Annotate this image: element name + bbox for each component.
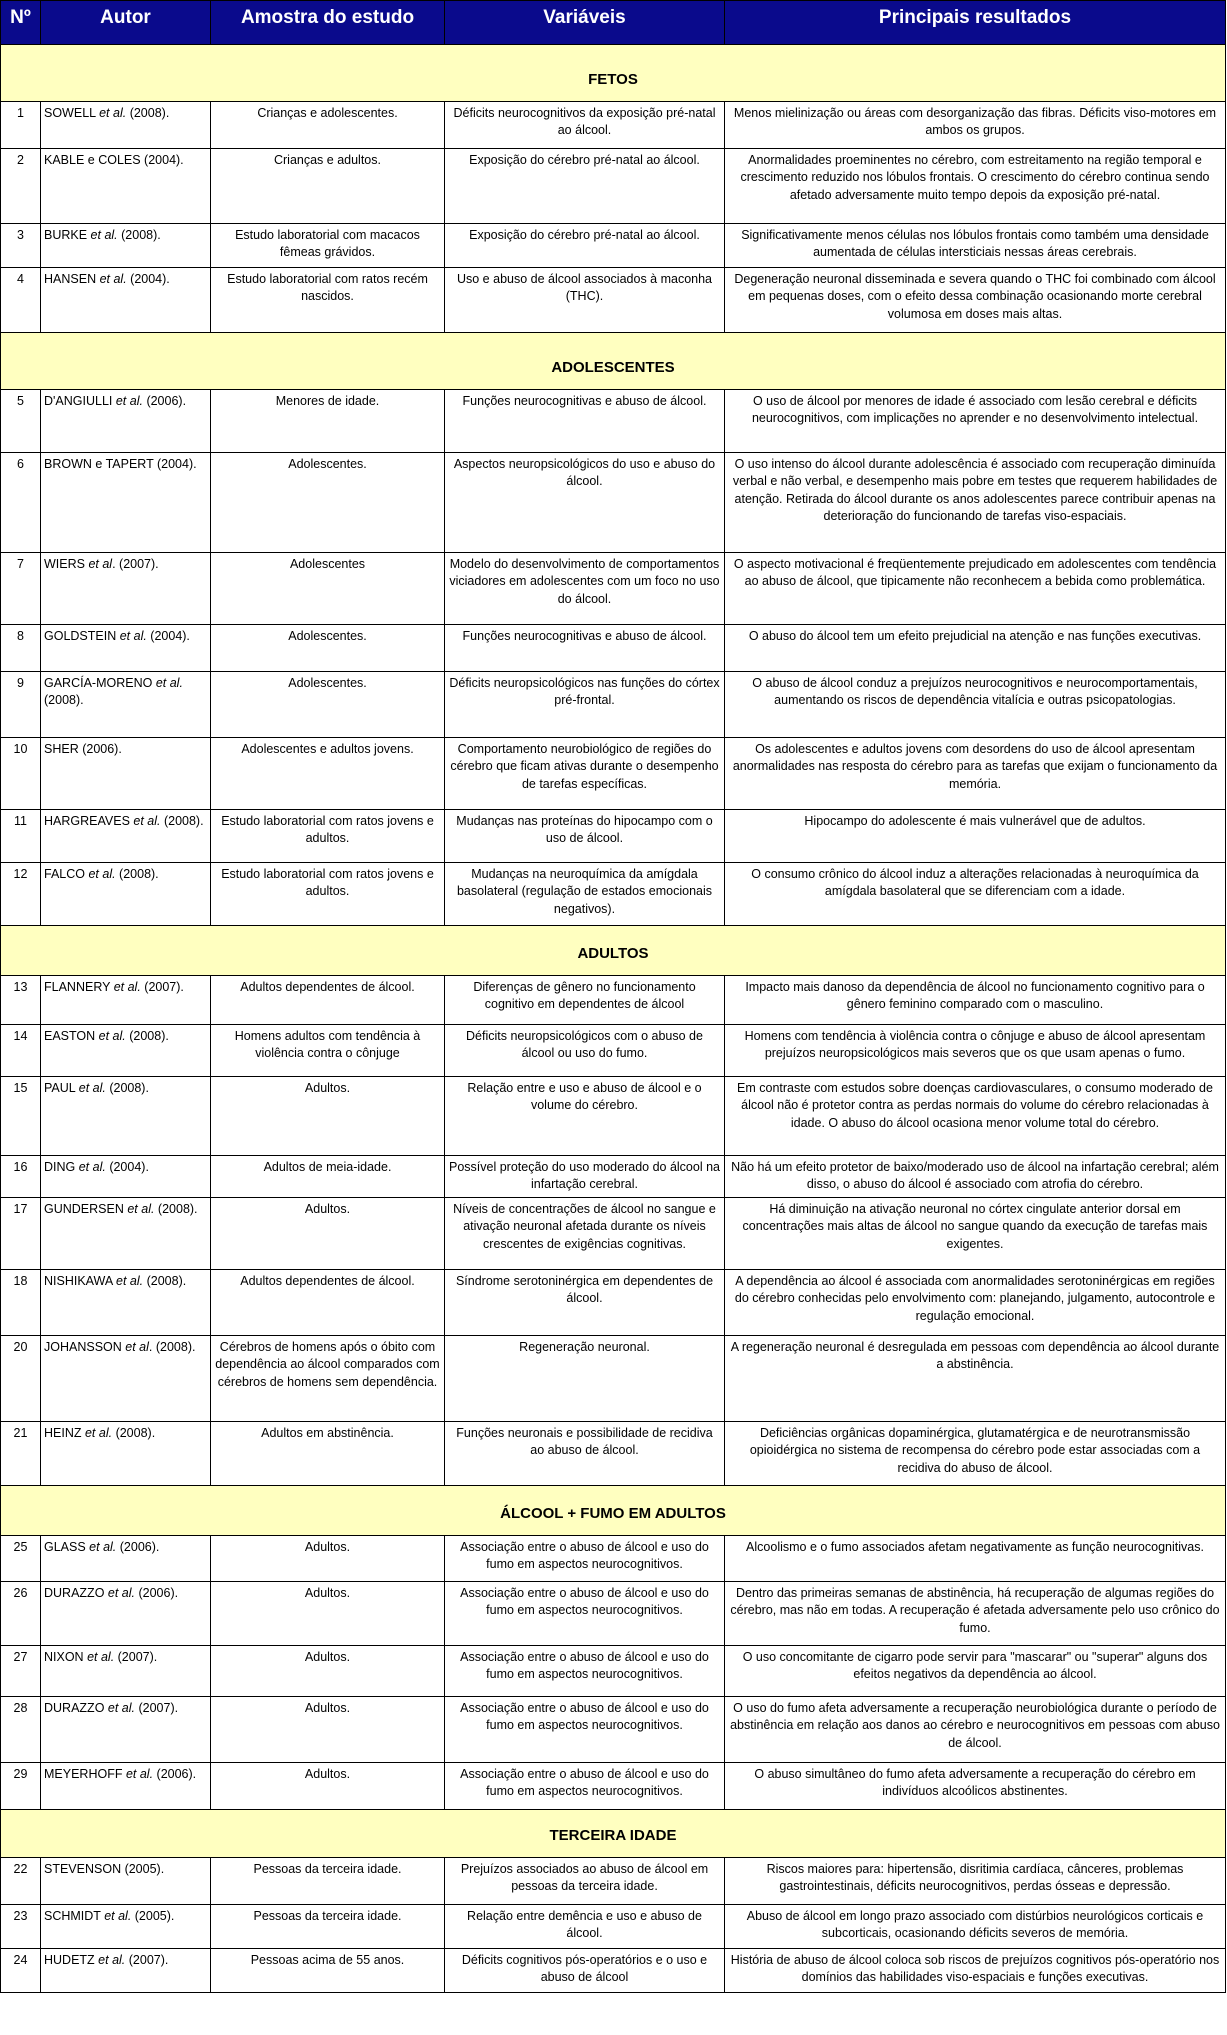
results-cell: Os adolescentes e adultos jovens com desordens do uso de álcool apresentam anormalidades nas resposta do cérebro para as tarefas que exijam o funcionamento da memória.: [725, 738, 1226, 810]
sample-cell: Adultos.: [211, 1582, 445, 1646]
results-cell: Homens com tendência à violência contra o cônjuge e abuso de álcool apresentam prejuízos neuropsicológicos mais severos que os que usam apenas o fumo.: [725, 1025, 1226, 1077]
author-cell: [41, 1156, 211, 1198]
author-name: MEYERHOFF: [44, 1767, 126, 1781]
author-et-al: et al.: [116, 1274, 144, 1288]
variables-cell: Mudanças nas proteínas do hipocampo com o uso de álcool.: [445, 810, 725, 863]
results-cell: O uso de álcool por menores de idade é associado com lesão cerebral e déficits neurocognitivos, com implicações no aprender e no desenvolvimento intelectual.: [725, 390, 1226, 453]
results-cell: O abuso simultâneo do fumo afeta adversamente a recuperação do cérebro em indivíduos alcoólicos abstinentes.: [725, 1763, 1226, 1810]
section-title: ADULTOS: [1, 926, 1226, 976]
row-number: 23: [1, 1905, 41, 1949]
author-year: (2006).: [135, 1586, 179, 1600]
variables-cell: Associação entre o abuso de álcool e uso do fumo em aspectos neurocognitivos.: [445, 1646, 725, 1697]
author-name: WIERS: [44, 557, 89, 571]
author-et-al: et al.: [119, 629, 147, 643]
table-row: [1, 1763, 1226, 1810]
table-row: [1, 1646, 1226, 1697]
table-row: [1, 672, 1226, 738]
sample-cell: Pessoas da terceira idade.: [211, 1905, 445, 1949]
section-title: ÁLCOOL + FUMO EM ADULTOS: [1, 1486, 1226, 1536]
author-name: DURAZZO: [44, 1586, 108, 1600]
row-number: 1: [1, 102, 41, 149]
row-number: 8: [1, 625, 41, 672]
header-row: [1, 1, 1226, 45]
table-row: [1, 1336, 1226, 1422]
row-number: 10: [1, 738, 41, 810]
author-et-al: et al.: [90, 228, 118, 242]
author-cell: [41, 1949, 211, 1993]
row-number: 11: [1, 810, 41, 863]
author-et-al: et al.: [78, 1081, 106, 1095]
results-cell: Dentro das primeiras semanas de abstinência, há recuperação de algumas regiões do cérebro, mas não em todas. A recuperação é afetada adversamente pelo uso crônico do fumo.: [725, 1582, 1226, 1646]
author-cell: [41, 149, 211, 224]
table-row: [1, 738, 1226, 810]
row-number: 21: [1, 1422, 41, 1486]
table-row: [1, 810, 1226, 863]
author-year: (2008).: [105, 1081, 149, 1095]
variables-cell: Prejuízos associados ao abuso de álcool em pessoas da terceira idade.: [445, 1858, 725, 1905]
section-title: FETOS: [1, 45, 1226, 102]
author-cell: [41, 625, 211, 672]
author-name: HEINZ: [44, 1426, 85, 1440]
table-row: [1, 224, 1226, 268]
row-number: 12: [1, 863, 41, 926]
results-cell: O uso concomitante de cigarro pode servir para "mascarar" ou "superar" alguns dos efeitos negativos da dependência ao álcool.: [725, 1646, 1226, 1697]
row-number: 14: [1, 1025, 41, 1077]
author-name: KABLE e COLES (2004).: [44, 153, 184, 167]
author-et-al: et al.: [107, 1586, 135, 1600]
section-title: ADOLESCENTES: [1, 333, 1226, 390]
author-name: HARGREAVES: [44, 814, 134, 828]
results-cell: A dependência ao álcool é associada com anormalidades serotoninérgicas em regiões do cérebro conhecidas pelo envolvimento com: planejando, julgamento, autocontrole e regulação emocional.: [725, 1270, 1226, 1336]
variables-cell: Comportamento neurobiológico de regiões do cérebro que ficam ativas durante o desempenho de tarefas específicas.: [445, 738, 725, 810]
results-cell: Impacto mais danoso da dependência de álcool no funcionamento cognitivo para o gênero feminino comparado com o masculino.: [725, 976, 1226, 1025]
row-number: 22: [1, 1858, 41, 1905]
row-number: 13: [1, 976, 41, 1025]
variables-cell: Funções neuronais e possibilidade de recidiva ao abuso de álcool.: [445, 1422, 725, 1486]
author-cell: [41, 1025, 211, 1077]
table-row: [1, 1949, 1226, 1993]
author-year: (2008).: [115, 867, 159, 881]
author-year: (2006).: [142, 394, 187, 408]
results-cell: Não há um efeito protetor de baixo/moderado uso de álcool na infartação cerebral; além disso, o abuso do álcool é associado com atrofia do cérebro.: [725, 1156, 1226, 1198]
author-et-al: et al.: [99, 272, 127, 286]
row-number: 9: [1, 672, 41, 738]
author-cell: [41, 553, 211, 625]
author-name: NIXON: [44, 1650, 88, 1664]
author-name: GLASS: [44, 1540, 90, 1554]
results-cell: Degeneração neuronal disseminada e severa quando o THC foi combinado com álcool em pequenas doses, com o efeito dessa combinação ocasionando morte cerebral volumosa em doses mais altas.: [725, 268, 1226, 333]
sample-cell: Adolescentes e adultos jovens.: [211, 738, 445, 810]
sample-cell: Adolescentes: [211, 553, 445, 625]
author-year: . (2008).: [148, 1340, 196, 1354]
author-year: . (2007).: [112, 557, 159, 571]
results-cell: Há diminuição na ativação neuronal no córtex cingulate anterior dorsal em concentrações mais altas de álcool no sangue quando da execução de tarefas mais exigentes.: [725, 1198, 1226, 1270]
table-row: [1, 976, 1226, 1025]
sample-cell: Estudo laboratorial com ratos recém nascidos.: [211, 268, 445, 333]
table-row: [1, 1582, 1226, 1646]
section-row: [1, 926, 1226, 976]
author-cell: [41, 1422, 211, 1486]
table-row: [1, 1077, 1226, 1156]
row-number: 7: [1, 553, 41, 625]
author-cell: [41, 1077, 211, 1156]
results-cell: O aspecto motivacional é freqüentemente prejudicado em adolescentes com tendência ao abuso de álcool, que tipicamente não reconhecem a bebida como problemática.: [725, 553, 1226, 625]
table-row: [1, 1905, 1226, 1949]
author-et-al: et al.: [98, 1953, 126, 1967]
variables-cell: Déficits cognitivos pós-operatórios e o uso e abuso de álcool: [445, 1949, 725, 1993]
row-number: 2: [1, 149, 41, 224]
author-et-al: et al: [88, 557, 113, 571]
author-et-al: et al.: [104, 1909, 132, 1923]
author-year: (2008).: [154, 1202, 198, 1216]
row-number: 5: [1, 390, 41, 453]
author-et-al: et al.: [125, 1767, 154, 1781]
author-et-al: et al.: [107, 1701, 135, 1715]
sample-cell: Homens adultos com tendência à violência contra o cônjuge: [211, 1025, 445, 1077]
section-row: [1, 1810, 1226, 1858]
sample-cell: Pessoas da terceira idade.: [211, 1858, 445, 1905]
table-row: [1, 390, 1226, 453]
results-cell: O uso do fumo afeta adversamente a recuperação neurobiológica durante o período de abstinência em relação aos danos ao cérebro e neurocognitivos em pessoas com abuso de álcool.: [725, 1697, 1226, 1763]
author-cell: [41, 1582, 211, 1646]
table-row: [1, 1858, 1226, 1905]
author-name: NISHIKAWA: [44, 1274, 117, 1288]
author-name: FALCO: [44, 867, 89, 881]
sample-cell: Adultos.: [211, 1077, 445, 1156]
author-et-al: et al.: [155, 676, 183, 690]
author-et-al: et al.: [89, 1540, 117, 1554]
variables-cell: Associação entre o abuso de álcool e uso do fumo em aspectos neurocognitivos.: [445, 1536, 725, 1582]
sample-cell: Pessoas acima de 55 anos.: [211, 1949, 445, 1993]
author-year: (2008).: [112, 1426, 156, 1440]
results-cell: O consumo crônico do álcool induz a alterações relacionadas à neuroquímica da amígdala basolateral que se diferenciam com a idade.: [725, 863, 1226, 926]
author-et-al: et al.: [88, 867, 116, 881]
author-cell: [41, 1697, 211, 1763]
variables-cell: Aspectos neuropsicológicos do uso e abuso do álcool.: [445, 453, 725, 553]
author-et-al: et al.: [87, 1650, 115, 1664]
variables-cell: Déficits neuropsicológicos com o abuso de álcool ou uso do fumo.: [445, 1025, 725, 1077]
author-cell: [41, 976, 211, 1025]
author-year: (2007).: [125, 1953, 169, 1967]
section-row: [1, 1486, 1226, 1536]
sample-cell: Estudo laboratorial com ratos jovens e adultos.: [211, 863, 445, 926]
table-row: [1, 268, 1226, 333]
sample-cell: Crianças e adultos.: [211, 149, 445, 224]
variables-cell: Déficits neuropsicológicos nas funções do córtex pré-frontal.: [445, 672, 725, 738]
sample-cell: Adultos de meia-idade.: [211, 1156, 445, 1198]
results-cell: A regeneração neuronal é desregulada em pessoas com dependência ao álcool durante a abstinência.: [725, 1336, 1226, 1422]
author-name: SOWELL: [44, 106, 100, 120]
results-cell: Significativamente menos células nos lóbulos frontais como também uma densidade aumentada de células intersticiais nessas áreas cerebrais.: [725, 224, 1226, 268]
author-name: SCHMIDT: [44, 1909, 105, 1923]
results-cell: O abuso do álcool tem um efeito prejudicial na atenção e nas funções executivas.: [725, 625, 1226, 672]
author-cell: [41, 1858, 211, 1905]
author-name: DING: [44, 1160, 79, 1174]
variables-cell: Déficits neurocognitivos da exposição pré-natal ao álcool.: [445, 102, 725, 149]
results-cell: História de abuso de álcool coloca sob riscos de prejuízos cognitivos pós-operatório nos domínios das habilidades viso-espaciais e funções executivas.: [725, 1949, 1226, 1993]
author-year: (2005).: [131, 1909, 175, 1923]
results-cell: O uso intenso do álcool durante adolescência é associado com recuperação diminuída verbal e não verbal, e desempenho mais pobre em testes que requerem habilidades de atenção. Retirada do álcool durante os anos adolescentes parece contribuir apenas na deterioração do funcionando de tarefas viso-espaciais.: [725, 453, 1226, 553]
author-cell: [41, 1536, 211, 1582]
variables-cell: Exposição do cérebro pré-natal ao álcool.: [445, 149, 725, 224]
results-cell: Abuso de álcool em longo prazo associado com distúrbios neurológicos corticais e subcorticais, ocasionando déficits severos de memória.: [725, 1905, 1226, 1949]
sample-cell: Adultos.: [211, 1536, 445, 1582]
variables-cell: Relação entre e uso e abuso de álcool e o volume do cérebro.: [445, 1077, 725, 1156]
author-name: FLANNERY: [44, 980, 114, 994]
variables-cell: Níveis de concentrações de álcool no sangue e ativação neuronal afetada durante os níveis crescentes de exigências cognitivas.: [445, 1198, 725, 1270]
author-et-al: et al.: [127, 1202, 155, 1216]
author-name: HANSEN: [44, 272, 100, 286]
sample-cell: Adultos.: [211, 1697, 445, 1763]
author-name: GOLDSTEIN: [44, 629, 120, 643]
author-et-al: et al.: [84, 1426, 113, 1440]
author-year: (2008).: [126, 106, 170, 120]
author-cell: [41, 268, 211, 333]
author-year: (2008).: [143, 1274, 187, 1288]
author-cell: [41, 863, 211, 926]
sample-cell: Crianças e adolescentes.: [211, 102, 445, 149]
sample-cell: Estudo laboratorial com ratos jovens e adultos.: [211, 810, 445, 863]
author-et-al: et al.: [98, 1029, 126, 1043]
variables-cell: Relação entre demência e uso e abuso de álcool.: [445, 1905, 725, 1949]
author-year: (2006).: [153, 1767, 197, 1781]
row-number: 29: [1, 1763, 41, 1810]
variables-cell: Mudanças na neuroquímica da amígdala basolateral (regulação de estados emocionais negativos).: [445, 863, 725, 926]
author-cell: [41, 390, 211, 453]
results-cell: O abuso de álcool conduz a prejuízos neurocognitivos e neurocomportamentais, aumentando os riscos de dependência vitalícia e outras psicopatologias.: [725, 672, 1226, 738]
author-cell: [41, 810, 211, 863]
sample-cell: Adolescentes.: [211, 625, 445, 672]
row-number: 26: [1, 1582, 41, 1646]
sample-cell: Adultos dependentes de álcool.: [211, 976, 445, 1025]
author-name: HUDETZ: [44, 1953, 99, 1967]
author-name: BROWN e TAPERT (2004).: [44, 457, 197, 471]
author-name: SHER (2006).: [44, 742, 122, 756]
author-year: (2007).: [114, 1650, 158, 1664]
author-et-al: et al.: [133, 814, 161, 828]
author-year: (2007).: [140, 980, 184, 994]
row-number: 16: [1, 1156, 41, 1198]
author-et-al: et al.: [115, 394, 143, 408]
author-year: (2007).: [135, 1701, 179, 1715]
row-number: 15: [1, 1077, 41, 1156]
author-name: STEVENSON (2005).: [44, 1862, 165, 1876]
author-et-al: et al.: [78, 1160, 106, 1174]
table-row: [1, 553, 1226, 625]
sample-cell: Adultos dependentes de álcool.: [211, 1270, 445, 1336]
author-cell: [41, 672, 211, 738]
author-year: (2008).: [117, 228, 161, 242]
header-sample: Amostra do estudo: [211, 1, 445, 45]
author-year: (2008).: [160, 814, 204, 828]
sample-cell: Adolescentes.: [211, 672, 445, 738]
author-year: (2008).: [125, 1029, 169, 1043]
row-number: 27: [1, 1646, 41, 1697]
table-row: [1, 1198, 1226, 1270]
author-name: DURAZZO: [44, 1701, 108, 1715]
table-row: [1, 1025, 1226, 1077]
author-cell: [41, 453, 211, 553]
table-row: [1, 625, 1226, 672]
variables-cell: Exposição do cérebro pré-natal ao álcool.: [445, 224, 725, 268]
variables-cell: Associação entre o abuso de álcool e uso do fumo em aspectos neurocognitivos.: [445, 1697, 725, 1763]
sample-cell: Adultos.: [211, 1198, 445, 1270]
author-cell: [41, 1270, 211, 1336]
variables-cell: Regeneração neuronal.: [445, 1336, 725, 1422]
author-name: PAUL: [44, 1081, 79, 1095]
author-name: GARCÍA-MORENO: [44, 676, 156, 690]
row-number: 6: [1, 453, 41, 553]
author-year: (2004).: [146, 629, 190, 643]
header-num: Nº: [1, 1, 41, 45]
variables-cell: Funções neurocognitivas e abuso de álcool.: [445, 390, 725, 453]
section-title: TERCEIRA IDADE: [1, 1810, 1226, 1858]
author-cell: [41, 1646, 211, 1697]
section-row: [1, 333, 1226, 390]
row-number: 20: [1, 1336, 41, 1422]
table-body: [1, 45, 1226, 1993]
variables-cell: Síndrome serotoninérgica em dependentes de álcool.: [445, 1270, 725, 1336]
table-row: [1, 453, 1226, 553]
row-number: 28: [1, 1697, 41, 1763]
results-cell: Riscos maiores para: hipertensão, disritimia cardíaca, cânceres, problemas gastrointestinais, déficits neurocognitivos, perdas ósseas e depressão.: [725, 1858, 1226, 1905]
author-name: GUNDERSEN: [44, 1202, 128, 1216]
header-variables: Variáveis: [445, 1, 725, 45]
sample-cell: Adolescentes.: [211, 453, 445, 553]
variables-cell: Possível proteção do uso moderado do álcool na infartação cerebral.: [445, 1156, 725, 1198]
results-cell: Hipocampo do adolescente é mais vulnerável que de adultos.: [725, 810, 1226, 863]
author-cell: [41, 1905, 211, 1949]
table-row: [1, 1156, 1226, 1198]
table-row: [1, 1697, 1226, 1763]
row-number: 17: [1, 1198, 41, 1270]
header-author: Autor: [41, 1, 211, 45]
author-et-al: et al: [125, 1340, 149, 1354]
author-name: JOHANSSON: [44, 1340, 126, 1354]
variables-cell: Associação entre o abuso de álcool e uso do fumo em aspectos neurocognitivos.: [445, 1582, 725, 1646]
author-year: (2004).: [105, 1160, 149, 1174]
variables-cell: Associação entre o abuso de álcool e uso do fumo em aspectos neurocognitivos.: [445, 1763, 725, 1810]
sample-cell: Adultos.: [211, 1646, 445, 1697]
row-number: 4: [1, 268, 41, 333]
author-year: (2006).: [116, 1540, 160, 1554]
sample-cell: Adultos em abstinência.: [211, 1422, 445, 1486]
author-cell: [41, 1336, 211, 1422]
header-results: Principais resultados: [725, 1, 1226, 45]
author-name: BURKE: [44, 228, 91, 242]
table-row: [1, 102, 1226, 149]
results-cell: Em contraste com estudos sobre doenças cardiovasculares, o consumo moderado de álcool não é protetor contra as perdas normais do volume do cérebro relacionadas à idade. O abuso do álcool ocasiona menor volume total do cérebro.: [725, 1077, 1226, 1156]
author-et-al: et al.: [99, 106, 127, 120]
table-row: [1, 1422, 1226, 1486]
row-number: 3: [1, 224, 41, 268]
author-name: EASTON: [44, 1029, 99, 1043]
author-name: D'ANGIULLI: [44, 394, 116, 408]
author-year: (2004).: [126, 272, 170, 286]
sample-cell: Menores de idade.: [211, 390, 445, 453]
sample-cell: Adultos.: [211, 1763, 445, 1810]
variables-cell: Funções neurocognitivas e abuso de álcool.: [445, 625, 725, 672]
section-row: [1, 45, 1226, 102]
row-number: 24: [1, 1949, 41, 1993]
variables-cell: Diferenças de gênero no funcionamento cognitivo em dependentes de álcool: [445, 976, 725, 1025]
variables-cell: Uso e abuso de álcool associados à maconha (THC).: [445, 268, 725, 333]
sample-cell: Estudo laboratorial com macacos fêmeas grávidos.: [211, 224, 445, 268]
author-cell: [41, 1198, 211, 1270]
row-number: 18: [1, 1270, 41, 1336]
author-cell: [41, 102, 211, 149]
row-number: 25: [1, 1536, 41, 1582]
results-cell: Menos mielinização ou áreas com desorganização das fibras. Déficits viso-motores em ambos os grupos.: [725, 102, 1226, 149]
table-row: [1, 863, 1226, 926]
author-cell: [41, 738, 211, 810]
table-row: [1, 1536, 1226, 1582]
variables-cell: Modelo do desenvolvimento de comportamentos viciadores em adolescentes com um foco no uso do álcool.: [445, 553, 725, 625]
table-row: [1, 1270, 1226, 1336]
author-year: (2008).: [44, 693, 84, 708]
table-row: [1, 149, 1226, 224]
results-cell: Deficiências orgânicas dopaminérgica, glutamatérgica e de neurotransmissão opioidérgica no sistema de recompensa do cérebro pode estar associadas com a recidiva do abuso de álcool.: [725, 1422, 1226, 1486]
results-cell: Anormalidades proeminentes no cérebro, com estreitamento na região temporal e crescimento reduzido nos lóbulos frontais. O crescimento do cérebro continua sendo afetado adversamente muito tempo depois da exposição pré-natal.: [725, 149, 1226, 224]
author-cell: [41, 224, 211, 268]
sample-cell: Cérebros de homens após o óbito com dependência ao álcool comparados com cérebros de homens sem dependência.: [211, 1336, 445, 1422]
author-et-al: et al.: [113, 980, 141, 994]
author-cell: [41, 1763, 211, 1810]
results-cell: Alcoolismo e o fumo associados afetam negativamente as função neurocognitivas.: [725, 1536, 1226, 1582]
